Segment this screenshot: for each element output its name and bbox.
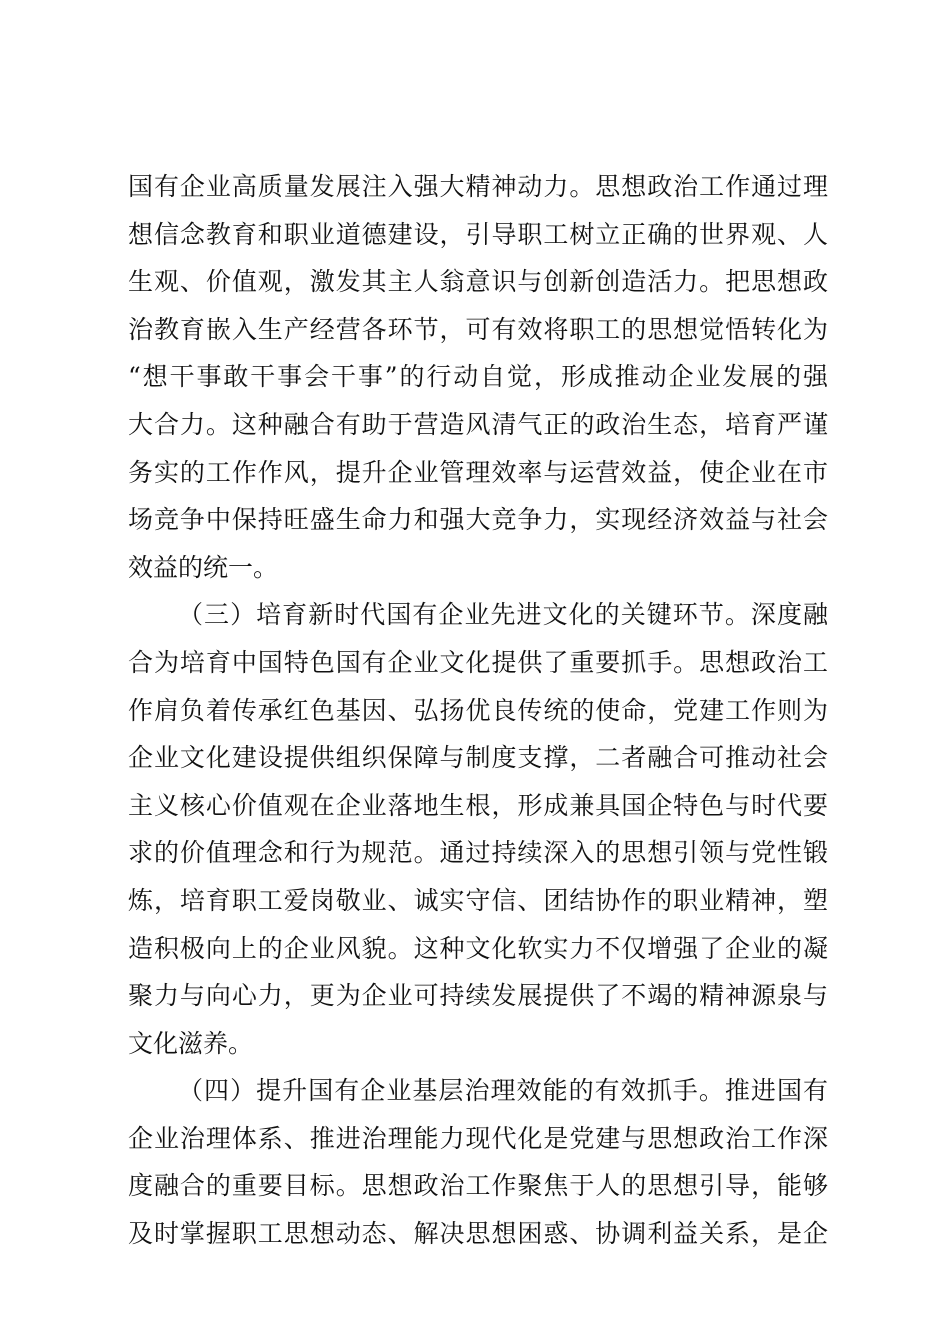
text-line: 造积极向上的企业风貌。这种文化软实力不仅增强了企业的凝 [128,933,828,963]
paragraph-3-section-4 [128,1067,828,1257]
text-line: 治教育嵌入生产经营各环节，可有效将职工的思想觉悟转化为 [128,314,828,344]
text-line: 作肩负着传承红色基因、弘扬优良传统的使命，党建工作则为 [128,695,828,725]
text-line: 生观、价值观，激发其主人翁意识与创新创造活力。把思想政 [128,267,828,297]
text-line: 企业文化建设提供组织保障与制度支撑，二者融合可推动社会 [128,743,828,773]
document-body [128,163,828,1258]
text-line: 想信念教育和职业道德建设，引导职工树立正确的世界观、人 [128,219,828,249]
text-line: 场竞争中保持旺盛生命力和强大竞争力，实现经济效益与社会 [128,505,828,535]
text-line: 聚力与向心力，更为企业可持续发展提供了不竭的精神源泉与 [128,981,828,1011]
text-line: 国有企业高质量发展注入强大精神动力。思想政治工作通过理 [128,172,828,201]
text-line: “想干事敢干事会干事”的行动自觉，形成推动企业发展的强 [128,362,828,392]
text-line: 炼，培育职工爱岗敬业、诚实守信、团结协作的职业精神，塑 [128,885,828,915]
section-heading-line: （三）培育新时代国有企业先进文化的关键环节。深度融 [178,600,828,630]
text-line: 合为培育中国特色国有企业文化提供了重要抓手。思想政治工 [128,647,828,677]
paragraph-2-section-3 [128,591,828,1067]
text-line: 务实的工作作风，提升企业管理效率与运营效益，使企业在市 [128,457,828,487]
text-line: 企业治理体系、推进治理能力现代化是党建与思想政治工作深 [128,1123,828,1153]
text-line: 求的价值理念和行为规范。通过持续深入的思想引领与党性锻 [128,838,828,868]
text-line: 度融合的重要目标。思想政治工作聚焦于人的思想引导，能够 [128,1171,828,1201]
text-line: 文化滋养。 [128,1028,254,1058]
text-line: 及时掌握职工思想动态、解决思想困惑、协调利益关系，是企 [128,1219,828,1249]
paragraph-1 [128,163,828,591]
text-line: 大合力。这种融合有助于营造风清气正的政治生态，培育严谨 [128,409,828,439]
text-line: 效益的统一。 [128,552,279,582]
section-heading-line: （四）提升国有企业基层治理效能的有效抓手。推进国有 [178,1076,828,1106]
text-line: 主义核心价值观在企业落地生根，形成兼具国企特色与时代要 [128,790,828,820]
